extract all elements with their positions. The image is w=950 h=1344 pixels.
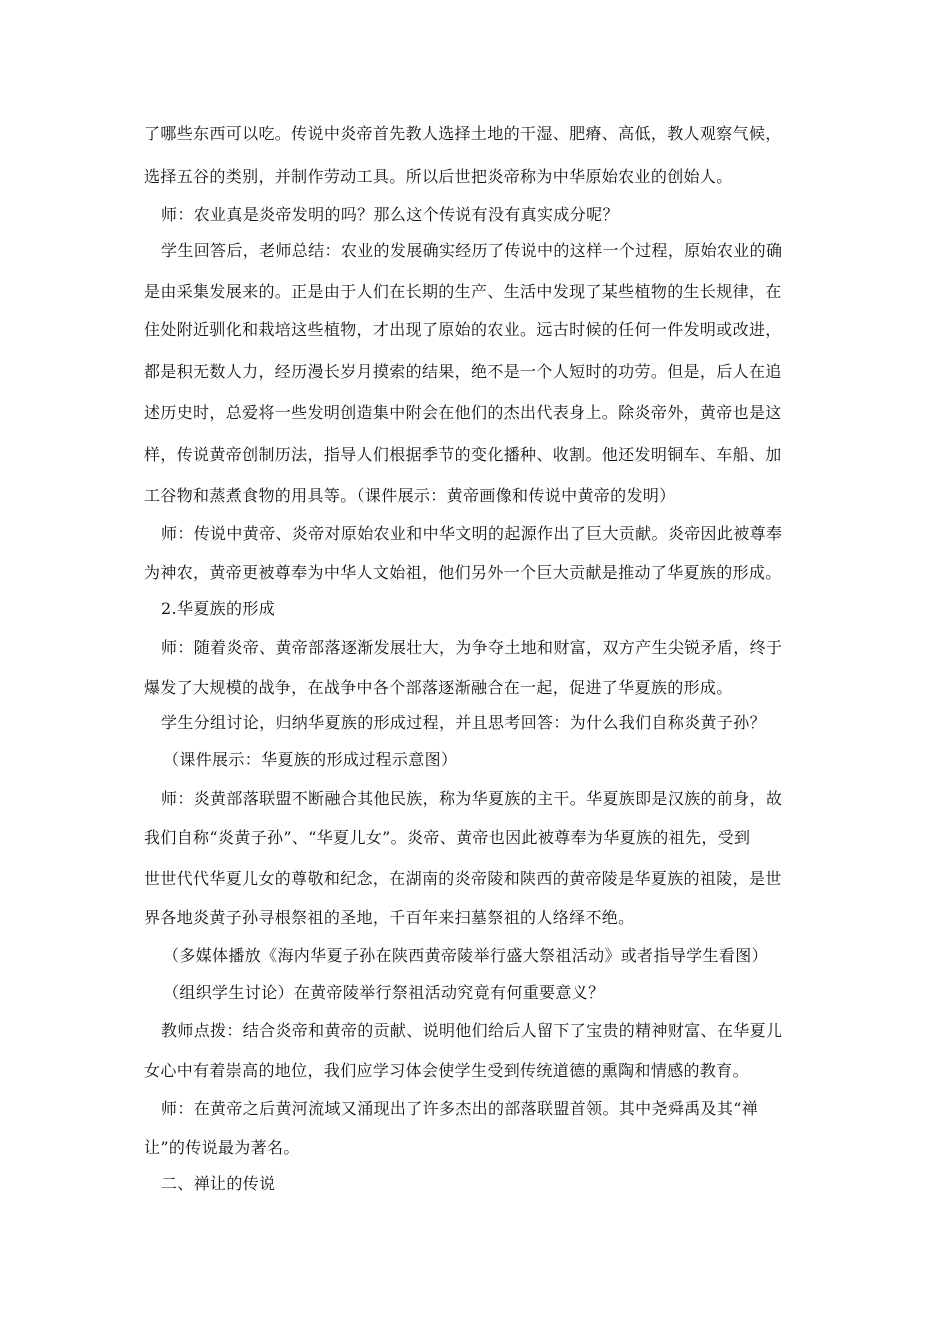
paragraph-line: 女心中有着崇高的地位，我们应学习体会使学生受到传统道德的熏陶和情感的教育。 xyxy=(144,1061,749,1080)
paragraph-line: （多媒体播放《海内华夏子孙在陕西黄帝陵举行盛大祭祖活动》或者指导学生看图） xyxy=(163,946,768,965)
paragraph-line: 师：随着炎帝、黄帝部落逐渐发展壮大，为争夺土地和财富，双方产生尖锐矛盾，终于 xyxy=(161,638,783,657)
paragraph-line: 我们自称“炎黄子孙”、“华夏儿女”。炎帝、黄帝也因此被尊奉为华夏族的祖先，受到 xyxy=(144,828,751,847)
paragraph-line: 师：农业真是炎帝发明的吗？那么这个传说有没有真实成分呢？ xyxy=(161,205,619,224)
paragraph-line: 教师点拨：结合炎帝和黄帝的贡献、说明他们给后人留下了宝贵的精神财富、在华夏儿 xyxy=(161,1021,783,1040)
paragraph-line: 工谷物和蒸煮食物的用具等。（课件展示：黄帝画像和传说中黄帝的发明） xyxy=(144,486,676,505)
paragraph-line: （组织学生讨论）在黄帝陵举行祭祖活动究竟有何重要意义？ xyxy=(163,983,605,1002)
paragraph-line: 师：在黄帝之后黄河流域又涌现出了许多杰出的部落联盟首领。其中尧舜禹及其“禅 xyxy=(161,1099,759,1118)
paragraph-line: 选择五谷的类别，并制作劳动工具。所以后世把炎帝称为中华原始农业的创始人。 xyxy=(144,167,733,186)
paragraph-line: 学生分组讨论，归纳华夏族的形成过程，并且思考回答：为什么我们自称炎黄子孙？ xyxy=(161,713,766,732)
paragraph-line: 界各地炎黄子孙寻根祭祖的圣地，千百年来扫墓祭祖的人络绎不绝。 xyxy=(144,908,635,927)
paragraph-line: 师：炎黄部落联盟不断融合其他民族，称为华夏族的主干。华夏族即是汉族的前身，故 xyxy=(161,789,783,808)
paragraph-line: 了哪些东西可以吃。传说中炎帝首先教人选择土地的干湿、肥瘠、高低，教人观察气候， xyxy=(144,124,782,143)
paragraph-line: 让”的传说最为著名。 xyxy=(144,1138,300,1157)
paragraph-line: 住处附近驯化和栽培这些植物，才出现了原始的农业。远古时候的任何一件发明或改进， xyxy=(144,320,782,339)
section-heading: 二、禅让的传说 xyxy=(161,1174,276,1193)
paragraph-line: 样，传说黄帝创制历法，指导人们根据季节的变化播种、收割。他还发明铜车、车船、加 xyxy=(144,445,782,464)
paragraph-line: 为神农，黄帝更被尊奉为中华人文始祖，他们另外一个巨大贡献是推动了华夏族的形成。 xyxy=(144,563,782,582)
paragraph-line: 是由采集发展来的。正是由于人们在长期的生产、生活中发现了某些植物的生长规律，在 xyxy=(144,282,782,301)
paragraph-line: 学生回答后，老师总结：农业的发展确实经历了传说中的这样一个过程，原始农业的确 xyxy=(161,241,783,260)
paragraph-line: 爆发了大规模的战争，在战争中各个部落逐渐融合在一起，促进了华夏族的形成。 xyxy=(144,678,733,697)
paragraph-line: 师：传说中黄帝、炎帝对原始农业和中华文明的起源作出了巨大贡献。炎帝因此被尊奉 xyxy=(161,524,783,543)
paragraph-line: 述历史时，总爱将一些发明创造集中附会在他们的杰出代表身上。除炎帝外，黄帝也是这 xyxy=(144,403,782,422)
paragraph-line: （课件展示：华夏族的形成过程示意图） xyxy=(163,750,458,769)
paragraph-line: 世世代代华夏儿女的尊敬和纪念，在湖南的炎帝陵和陕西的黄帝陵是华夏族的祖陵，是世 xyxy=(144,869,782,888)
paragraph-line: 都是积无数人力，经历漫长岁月摸索的结果，绝不是一个人短时的功劳。但是，后人在追 xyxy=(144,362,782,381)
section-subheading: 2.华夏族的形成 xyxy=(161,599,276,618)
